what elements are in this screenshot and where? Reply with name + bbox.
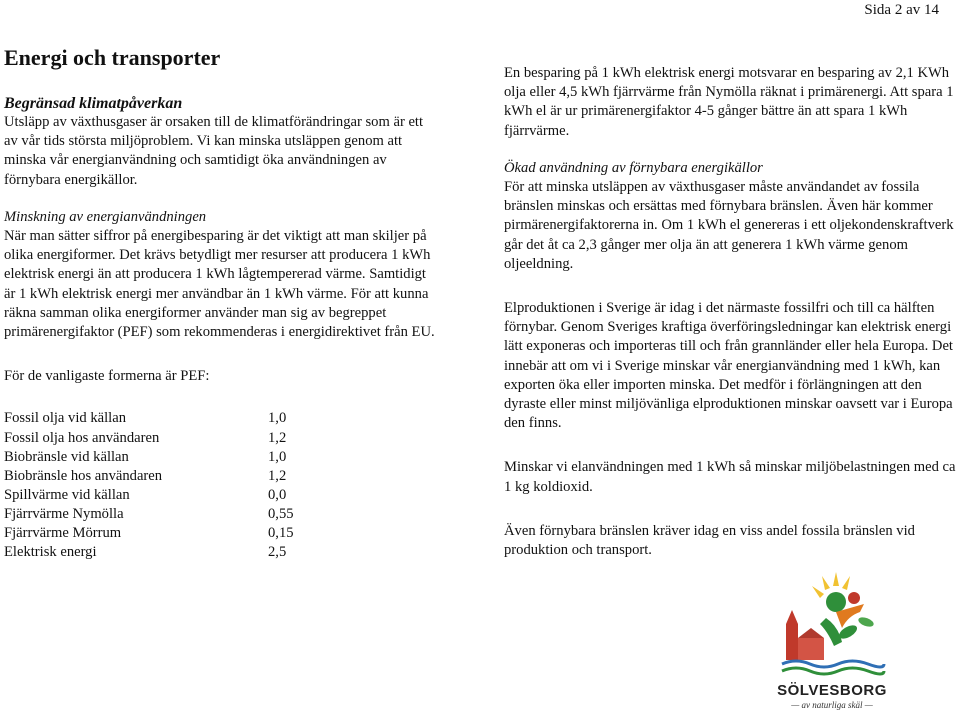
- pef-value: 1,0: [268, 448, 287, 465]
- page-number: Sida 2 av 14: [864, 2, 939, 18]
- paragraph-besparing: En besparing på 1 kWh elektrisk energi motsvarar en besparing av 2,1 KWh olja eller 4,5 kWh fjärrvärme från Nymölla räknat i primärenergi. Att spara 1 kWh el är ur primärenergifaktor 4-5 gånger bättre än att spara 1 kWh fjärrvärme.: [504, 65, 954, 139]
- right-column: [504, 64, 956, 560]
- pef-row: [4, 409, 436, 428]
- pef-row: [4, 467, 436, 486]
- paragraph-fossila: Även förnybara bränslen kräver idag en viss andel fossila bränslen vid produktion och transport.: [504, 522, 915, 559]
- section-heading-klimat: Begränsad klimatpåverkan: [4, 95, 183, 112]
- solvesborg-logo: [776, 568, 888, 714]
- page-title: Energi och transporter: [4, 45, 221, 70]
- pef-value: 0,0: [268, 486, 287, 503]
- paragraph-fornybara: För att minska utsläppen av växthusgaser måste användandet av fossila bränslen minskas och ersättas med förnybara bränslen. Även här kommer pirmärenergifaktorerna in. Om 1 kWh el genereras i ett oljekondenskraftverk går det åt ca 2,3 gånger mer olja än att generera 1 kWh värme genom oljeeldning.: [504, 179, 954, 272]
- pef-label: Biobränsle vid källan: [4, 448, 129, 465]
- pef-label: Elektrisk energi: [4, 544, 97, 561]
- paragraph-elproduktion: Elproduktionen i Sverige är idag i det närmaste fossilfri och till ca hälften förnybar. Genom Sveriges kraftiga överföringsledningar kan elektrisk energi lätt exponeras och importeras till och från grannländer eller hela Europa. Det innebär att om vi i Sverige minskar vår energianvändning med 1 kWh, kan exporten öka eller importen minska. Det medför i förlängningen att den dyraste eller minst miljövänliga elproduktionen minskar oavsett var i Europa den finns.: [504, 300, 953, 432]
- pef-value: 1,2: [268, 467, 287, 484]
- logo-tagline: — av naturliga skäl —: [791, 700, 873, 710]
- section-heading-fornybara: Ökad användning av förnybara energikällor: [504, 159, 763, 176]
- pef-value: 0,15: [268, 525, 294, 541]
- pef-value: 0,55: [268, 505, 294, 522]
- logo-emblem-icon: [776, 568, 888, 680]
- pef-value: 1,2: [268, 429, 287, 446]
- logo-name: SÖLVESBORG: [777, 682, 887, 699]
- pef-label: Fossil olja hos användaren: [4, 429, 160, 446]
- pef-row: [4, 448, 436, 467]
- section-text-minskning: När man sätter siffror på energibesparing är det viktigt att man skiljer på olika energiformer. Det krävs betydligt mer resurser att producera 1 kWh elektrisk energi än att producera 1 kWh lågtempererad värme. Samtidigt är 1 kWh elektrisk energi mer användbar än 1 kWh värme. För att kunna räkna samman olika energiformer använder man sig av begreppet primärenergifaktor (PEF) som rekommenderas i energidirektivet från EU.: [4, 228, 435, 341]
- section-heading-minskning: Minskning av energianvändningen: [4, 208, 207, 225]
- left-column: [4, 94, 436, 562]
- pef-row: [4, 429, 436, 448]
- section-text-klimat: Utsläpp av växthusgaser är orsaken till de klimatförändringar som är ett av vår tids största miljöproblem. Vi kan minska utsläppen genom att minska vår energianvändning och samtidigt öka användningen av förnybara energikällor.: [4, 114, 424, 188]
- pef-row: [4, 505, 436, 524]
- pef-row: [4, 486, 436, 505]
- pef-table: [4, 409, 436, 562]
- pef-value: 1,0: [268, 410, 287, 427]
- pef-label: Biobränsle hos användaren: [4, 467, 163, 484]
- pef-label: Fjärrvärme Nymölla: [4, 505, 124, 522]
- pef-intro: För de vanligaste formerna är PEF:: [4, 368, 210, 385]
- pef-label: Spillvärme vid källan: [4, 486, 130, 503]
- pef-label: Fossil olja vid källan: [4, 410, 127, 427]
- pef-row: [4, 524, 436, 543]
- pef-label: Fjärrvärme Mörrum: [4, 525, 122, 541]
- paragraph-koldioxid: Minskar vi elanvändningen med 1 kWh så minskar miljöbelastningen med ca 1 kg koldioxid.: [504, 459, 956, 495]
- pef-row: [4, 543, 436, 562]
- pef-value: 2,5: [268, 544, 287, 561]
